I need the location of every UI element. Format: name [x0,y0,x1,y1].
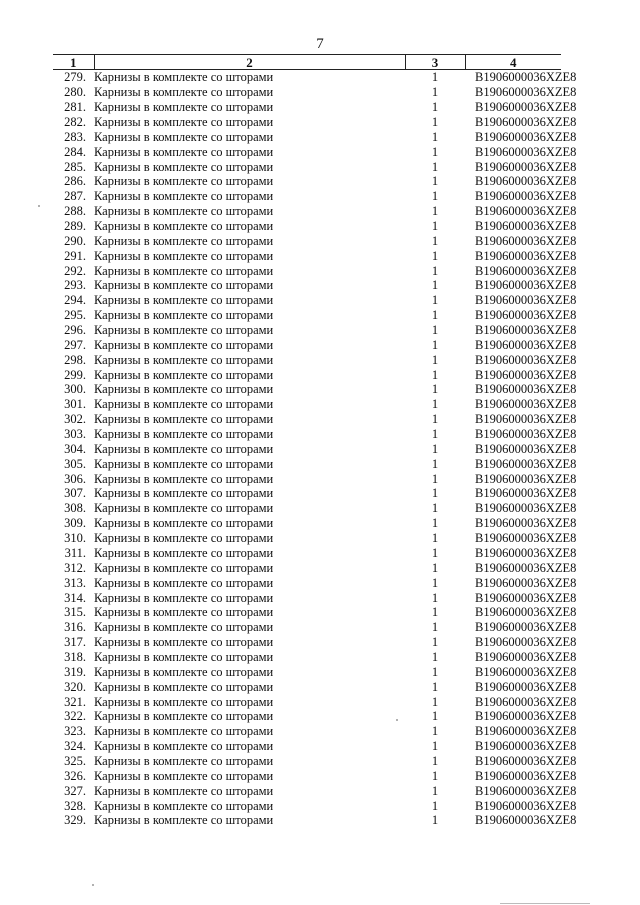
item-code: B1906000036XZE8 [475,620,577,635]
item-code: B1906000036XZE8 [475,501,577,516]
row-number: 321. [64,694,86,709]
row-number: 324. [64,739,86,754]
table-row [53,783,561,798]
table-row [53,531,561,546]
item-quantity: 1 [431,85,439,100]
item-name: Карнизы в комплекте со шторами [94,323,274,338]
scan-edge [500,903,590,904]
inventory-table [53,54,577,828]
item-quantity: 1 [431,263,439,278]
item-code: B1906000036XZE8 [475,189,577,204]
item-code: B1906000036XZE8 [475,233,577,248]
item-quantity: 1 [431,159,439,174]
item-name: Карнизы в комплекте со шторами [94,679,274,694]
item-quantity: 1 [431,337,439,352]
row-number: 313. [64,575,86,590]
header-row [53,55,561,70]
item-code: B1906000036XZE8 [475,382,577,397]
row-number: 301. [64,397,86,412]
row-number: 284. [64,144,86,159]
table-row [53,129,561,144]
column-header-3: 3 [405,55,465,70]
item-name: Карнизы в комплекте со шторами [94,813,274,828]
row-number: 306. [64,471,86,486]
table-row [53,768,561,783]
table-row [53,308,561,323]
item-quantity: 1 [431,694,439,709]
item-quantity: 1 [431,427,439,442]
item-quantity: 1 [431,545,439,560]
row-number: 326. [64,768,86,783]
table-row [53,650,561,665]
item-name: Карнизы в комплекте со шторами [94,248,274,263]
item-quantity: 1 [431,204,439,219]
table-row [53,100,561,115]
table-row [53,367,561,382]
item-quantity: 1 [431,620,439,635]
table-row [53,620,561,635]
item-name: Карнизы в комплекте со шторами [94,308,274,323]
item-name: Карнизы в комплекте со шторами [94,501,274,516]
row-number: 287. [64,189,86,204]
row-number: 316. [64,620,86,635]
item-quantity: 1 [431,308,439,323]
row-number: 327. [64,783,86,798]
item-code: B1906000036XZE8 [475,813,577,828]
item-code: B1906000036XZE8 [475,70,577,85]
item-code: B1906000036XZE8 [475,159,577,174]
row-number: 312. [64,560,86,575]
table-row [53,427,561,442]
table-row [53,709,561,724]
item-name: Карнизы в комплекте со шторами [94,189,274,204]
row-number: 328. [64,798,86,813]
table-row [53,382,561,397]
item-quantity: 1 [431,456,439,471]
table-row [53,486,561,501]
table-row [53,501,561,516]
row-number: 289. [64,219,86,234]
item-code: B1906000036XZE8 [475,293,577,308]
item-quantity: 1 [431,412,439,427]
row-number: 310. [64,531,86,546]
item-code: B1906000036XZE8 [475,129,577,144]
item-name: Карнизы в комплекте со шторами [94,115,274,129]
item-name: Карнизы в комплекте со шторами [94,144,274,159]
scan-speck [38,205,40,207]
table-row [53,516,561,531]
row-number: 314. [64,590,86,605]
item-quantity: 1 [431,471,439,486]
table-row [53,263,561,278]
table-body [53,70,577,828]
item-name: Карнизы в комплекте со шторами [94,620,274,635]
table-row [53,293,561,308]
table-row [53,204,561,219]
item-name: Карнизы в комплекте со шторами [94,352,274,367]
row-number: 299. [64,367,86,382]
item-name: Карнизы в комплекте со шторами [94,382,274,397]
item-name: Карнизы в комплекте со шторами [94,263,274,278]
item-code: B1906000036XZE8 [475,516,577,531]
item-code: B1906000036XZE8 [475,85,577,100]
item-code: B1906000036XZE8 [475,709,577,724]
item-code: B1906000036XZE8 [475,219,577,234]
item-name: Карнизы в комплекте со шторами [94,293,274,308]
item-quantity: 1 [431,367,439,382]
row-number: 305. [64,456,86,471]
item-name: Карнизы в комплекте со шторами [94,516,274,531]
item-name: Карнизы в комплекте со шторами [94,100,274,115]
row-number: 283. [64,129,86,144]
table-row [53,70,561,85]
table-row [53,560,561,575]
item-name: Карнизы в комплекте со шторами [94,635,274,650]
item-quantity: 1 [431,590,439,605]
row-number: 307. [64,486,86,501]
table-row [53,233,561,248]
item-name: Карнизы в комплекте со шторами [94,560,274,575]
item-name: Карнизы в комплекте со шторами [94,441,274,456]
table-row [53,85,561,100]
row-number: 298. [64,352,86,367]
row-number: 282. [64,115,86,129]
item-quantity: 1 [431,70,439,85]
item-code: B1906000036XZE8 [475,575,577,590]
item-code: B1906000036XZE8 [475,174,577,189]
item-name: Карнизы в комплекте со шторами [94,545,274,560]
table-row [53,397,561,412]
item-code: B1906000036XZE8 [475,798,577,813]
item-quantity: 1 [431,233,439,248]
item-quantity: 1 [431,516,439,531]
row-number: 317. [64,635,86,650]
item-code: B1906000036XZE8 [475,649,577,664]
item-code: B1906000036XZE8 [475,412,577,427]
row-number: 315. [64,605,86,620]
item-quantity: 1 [431,739,439,754]
item-code: B1906000036XZE8 [475,323,577,338]
table-row [53,219,561,234]
item-name: Карнизы в комплекте со шторами [94,219,274,234]
row-number: 323. [64,724,86,739]
table-row [53,635,561,650]
row-number: 300. [64,382,86,397]
item-quantity: 1 [431,798,439,813]
row-number: 292. [64,263,86,278]
item-quantity: 1 [431,129,439,144]
row-number: 325. [64,753,86,768]
row-number: 297. [64,337,86,352]
row-number: 308. [64,501,86,516]
item-name: Карнизы в комплекте со шторами [94,174,274,189]
column-header-1: 1 [53,55,94,70]
item-quantity: 1 [431,397,439,412]
table-row [53,590,561,605]
item-name: Карнизы в комплекте со шторами [94,85,274,100]
item-code: B1906000036XZE8 [475,560,577,575]
item-code: B1906000036XZE8 [475,724,577,739]
item-quantity: 1 [431,813,439,828]
table-row [53,546,561,561]
item-name: Карнизы в комплекте со шторами [94,783,274,798]
table-row [53,471,561,486]
item-quantity: 1 [431,560,439,575]
item-name: Карнизы в комплекте со шторами [94,724,274,739]
item-code: B1906000036XZE8 [475,204,577,219]
table-row [53,323,561,338]
item-quantity: 1 [431,724,439,739]
table-row [53,679,561,694]
table-row [53,412,561,427]
item-code: B1906000036XZE8 [475,248,577,263]
scan-speck [396,719,398,721]
item-name: Карнизы в комплекте со шторами [94,70,274,85]
item-name: Карнизы в комплекте со шторами [94,575,274,590]
item-name: Карнизы в комплекте со шторами [94,590,274,605]
item-code: B1906000036XZE8 [475,367,577,382]
item-name: Карнизы в комплекте со шторами [94,486,274,501]
item-code: B1906000036XZE8 [475,441,577,456]
table-row [53,575,561,590]
table-row [53,189,561,204]
row-number: 309. [64,516,86,531]
table-row [53,174,561,189]
table-row [53,813,561,828]
item-name: Карнизы в комплекте со шторами [94,753,274,768]
item-name: Карнизы в комплекте со шторами [94,664,274,679]
item-code: B1906000036XZE8 [475,308,577,323]
item-name: Карнизы в комплекте со шторами [94,233,274,248]
item-code: B1906000036XZE8 [475,352,577,367]
item-name: Карнизы в комплекте со шторами [94,605,274,620]
item-name: Карнизы в комплекте со шторами [94,129,274,144]
table-row [53,694,561,709]
item-quantity: 1 [431,100,439,115]
item-code: B1906000036XZE8 [475,278,577,293]
table-header [53,55,561,70]
item-code: B1906000036XZE8 [475,144,577,159]
scan-speck [92,884,94,886]
row-number: 302. [64,412,86,427]
item-quantity: 1 [431,768,439,783]
item-quantity: 1 [431,753,439,768]
item-code: B1906000036XZE8 [475,664,577,679]
item-name: Карнизы в комплекте со шторами [94,709,274,724]
row-number: 279. [64,70,86,85]
item-code: B1906000036XZE8 [475,456,577,471]
column-header-2: 2 [94,55,405,70]
row-number: 281. [64,100,86,115]
row-number: 320. [64,679,86,694]
item-quantity: 1 [431,248,439,263]
item-quantity: 1 [431,664,439,679]
item-code: B1906000036XZE8 [475,679,577,694]
item-code: B1906000036XZE8 [475,427,577,442]
item-code: B1906000036XZE8 [475,783,577,798]
table-row [53,605,561,620]
item-name: Карнизы в комплекте со шторами [94,531,274,546]
item-quantity: 1 [431,382,439,397]
table-row [53,798,561,813]
table-row [53,754,561,769]
item-quantity: 1 [431,679,439,694]
item-name: Карнизы в комплекте со шторами [94,397,274,412]
item-quantity: 1 [431,486,439,501]
item-quantity: 1 [431,441,439,456]
item-name: Карнизы в комплекте со шторами [94,412,274,427]
table-row [53,278,561,293]
row-number: 322. [64,709,86,724]
item-code: B1906000036XZE8 [475,100,577,115]
table-row [53,739,561,754]
row-number: 290. [64,233,86,248]
item-quantity: 1 [431,783,439,798]
row-number: 329. [64,813,86,828]
item-quantity: 1 [431,709,439,724]
item-code: B1906000036XZE8 [475,694,577,709]
row-number: 288. [64,204,86,219]
item-quantity: 1 [431,144,439,159]
item-name: Карнизы в комплекте со шторами [94,739,274,754]
item-name: Карнизы в комплекте со шторами [94,337,274,352]
item-code: B1906000036XZE8 [475,115,577,129]
table-row [53,159,561,174]
item-code: B1906000036XZE8 [475,337,577,352]
table-row [53,337,561,352]
page-number: 7 [316,36,324,52]
item-name: Карнизы в комплекте со шторами [94,367,274,382]
item-code: B1906000036XZE8 [475,545,577,560]
row-number: 293. [64,278,86,293]
item-name: Карнизы в комплекте со шторами [94,694,274,709]
row-number: 304. [64,441,86,456]
item-quantity: 1 [431,189,439,204]
row-number: 296. [64,323,86,338]
row-number: 285. [64,159,86,174]
row-number: 295. [64,308,86,323]
table-row [53,144,561,159]
item-code: B1906000036XZE8 [475,471,577,486]
row-number: 280. [64,85,86,100]
item-quantity: 1 [431,531,439,546]
row-number: 311. [64,545,86,560]
item-code: B1906000036XZE8 [475,263,577,278]
item-name: Карнизы в комплекте со шторами [94,649,274,664]
item-code: B1906000036XZE8 [475,486,577,501]
item-name: Карнизы в комплекте со шторами [94,278,274,293]
item-name: Карнизы в комплекте со шторами [94,427,274,442]
item-name: Карнизы в комплекте со шторами [94,456,274,471]
item-quantity: 1 [431,293,439,308]
item-quantity: 1 [431,115,439,129]
item-code: B1906000036XZE8 [475,531,577,546]
row-number: 319. [64,664,86,679]
item-quantity: 1 [431,575,439,590]
row-number: 294. [64,293,86,308]
item-code: B1906000036XZE8 [475,739,577,754]
row-number: 303. [64,427,86,442]
item-name: Карнизы в комплекте со шторами [94,768,274,783]
row-number: 318. [64,649,86,664]
item-name: Карнизы в комплекте со шторами [94,798,274,813]
item-quantity: 1 [431,323,439,338]
table-row [53,441,561,456]
item-code: B1906000036XZE8 [475,605,577,620]
item-code: B1906000036XZE8 [475,635,577,650]
item-name: Карнизы в комплекте со шторами [94,204,274,219]
item-quantity: 1 [431,635,439,650]
item-name: Карнизы в комплекте со шторами [94,471,274,486]
item-quantity: 1 [431,352,439,367]
item-code: B1906000036XZE8 [475,768,577,783]
table-row [53,248,561,263]
item-quantity: 1 [431,219,439,234]
item-name: Карнизы в комплекте со шторами [94,159,274,174]
column-header-4: 4 [465,55,561,70]
row-number: 286. [64,174,86,189]
item-quantity: 1 [431,278,439,293]
table-row [53,352,561,367]
table-row [53,664,561,679]
table-row [53,115,561,130]
item-code: B1906000036XZE8 [475,397,577,412]
item-quantity: 1 [431,649,439,664]
item-quantity: 1 [431,501,439,516]
item-code: B1906000036XZE8 [475,590,577,605]
item-quantity: 1 [431,605,439,620]
item-code: B1906000036XZE8 [475,753,577,768]
table-row [53,456,561,471]
row-number: 291. [64,248,86,263]
table-row [53,724,561,739]
item-quantity: 1 [431,174,439,189]
